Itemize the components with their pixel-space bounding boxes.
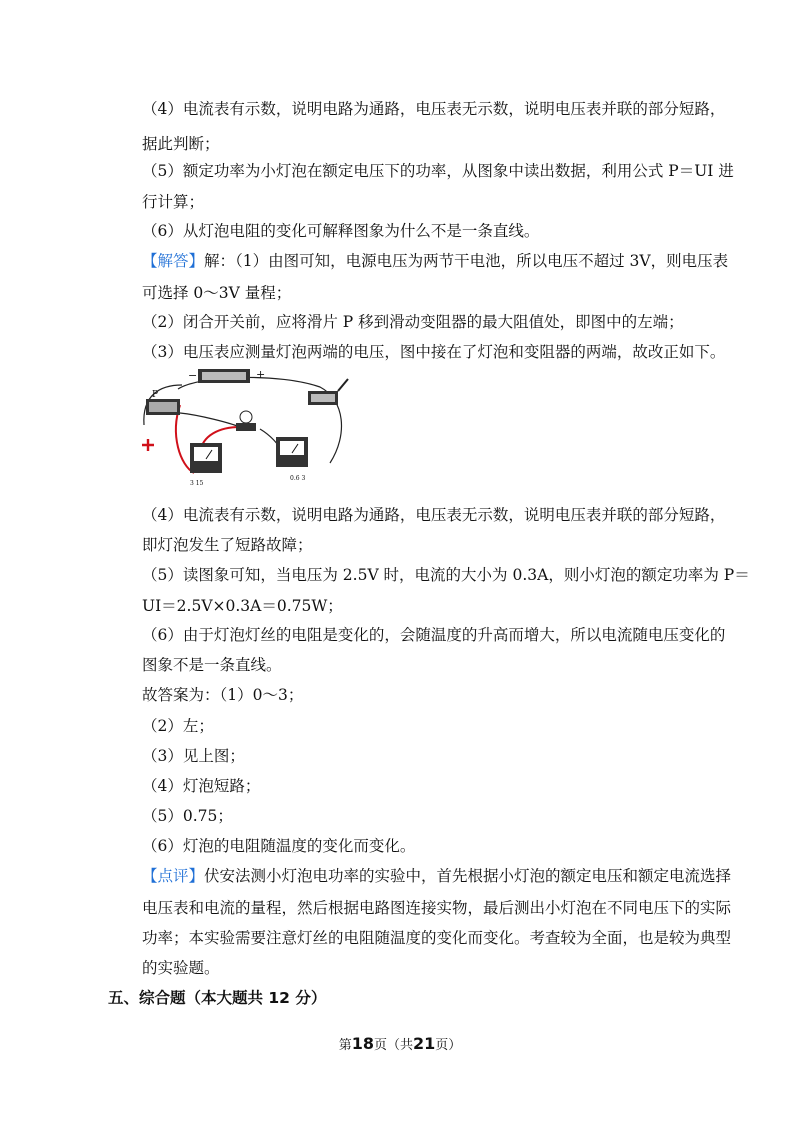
analysis-line-5a: （5）额定功率为小灯泡在额定电压下的功率，从图象中读出数据，利用公式 P＝UI 进	[142, 162, 734, 180]
footer-post: 页）	[435, 1038, 462, 1053]
answer-line-1a	[142, 251, 728, 271]
footer-pre: 第	[338, 1038, 352, 1053]
slider-p-label: P	[152, 390, 159, 400]
section-title: 五、综合题（本大题共 12 分）	[108, 989, 327, 1007]
analysis-line-4b: 据此判断；	[142, 135, 220, 153]
analysis-line-5b: 行计算；	[142, 193, 205, 211]
review-line-3: 功率；本实验需要注意灯丝的电阻随温度的变化而变化。考查较为全面，也是较为典型	[142, 929, 732, 947]
circuit-figure	[140, 365, 352, 493]
final-answer-6: （6）灯泡的电阻随温度的变化而变化。	[142, 837, 416, 855]
answer-line-4a: （4）电流表有示数，说明电路为通路，电压表无示数，说明电压表并联的部分短路，	[142, 506, 726, 524]
review-line-2: 电压表和电流的量程，然后根据电路图连接实物，最后测出小灯泡在不同电压下的实际	[142, 899, 732, 917]
amp-range-label: 0.6 3	[290, 475, 306, 482]
final-answer-4: （4）灯泡短路；	[142, 777, 261, 795]
answer-line-2: （2）闭合开关前，应将滑片 P 移到滑动变阻器的最大阻值处，即图中的左端；	[142, 313, 684, 331]
answer-line-6a: （6）由于灯泡灯丝的电阻是变化的，会随温度的升高而增大，所以电流随电压变化的	[142, 626, 726, 644]
final-answer-3: （3）见上图；	[142, 747, 245, 765]
volt-range-label: 3 15	[190, 480, 204, 487]
battery-plus-label: +	[256, 368, 266, 381]
page-footer	[0, 1034, 800, 1053]
answer-line-1a-text: 解：（1）由图可知，电源电压为两节干电池，所以电压不超过 3V，则电压表	[204, 252, 729, 270]
review-line-4: 的实验题。	[142, 959, 220, 977]
final-answer-5: （5）0.75；	[142, 807, 233, 825]
answer-line-1b: 可选择 0～3V 量程；	[142, 284, 292, 302]
analysis-line-4a: （4）电流表有示数，说明电路为通路，电压表无示数，说明电压表并联的部分短路，	[142, 100, 726, 118]
review-line-1-text: 伏安法测小灯泡电功率的实验中，首先根据小灯泡的额定电压和额定电流选择	[204, 867, 732, 885]
answer-line-4b: 即灯泡发生了短路故障；	[142, 536, 313, 554]
answer-tag: 【解答】	[142, 252, 205, 270]
final-answer-2: （2）左；	[142, 717, 214, 735]
analysis-line-6: （6）从灯泡电阻的变化可解释图象为什么不是一条直线。	[142, 222, 540, 240]
answer-line-3: （3）电压表应测量灯泡两端的电压，图中接在了灯泡和变阻器的两端，故改正如下。	[142, 343, 726, 361]
footer-mid: 页（共	[373, 1038, 413, 1053]
footer-page-number: 18	[351, 1034, 374, 1053]
answer-line-5b: UI＝2.5V×0.3A＝0.75W；	[142, 597, 343, 615]
answer-line-5a: （5）读图象可知，当电压为 2.5V 时，电流的大小为 0.3A，则小灯泡的额定功率为 P＝	[142, 566, 750, 584]
answer-line-6b: 图象不是一条直线。	[142, 656, 282, 674]
battery-minus-label: −	[188, 369, 198, 382]
final-answer-head: 故答案为：（1）0～3；	[142, 686, 304, 704]
footer-total-pages: 21	[413, 1034, 436, 1053]
review-tag: 【点评】	[142, 867, 205, 885]
review-line-1	[142, 866, 731, 886]
